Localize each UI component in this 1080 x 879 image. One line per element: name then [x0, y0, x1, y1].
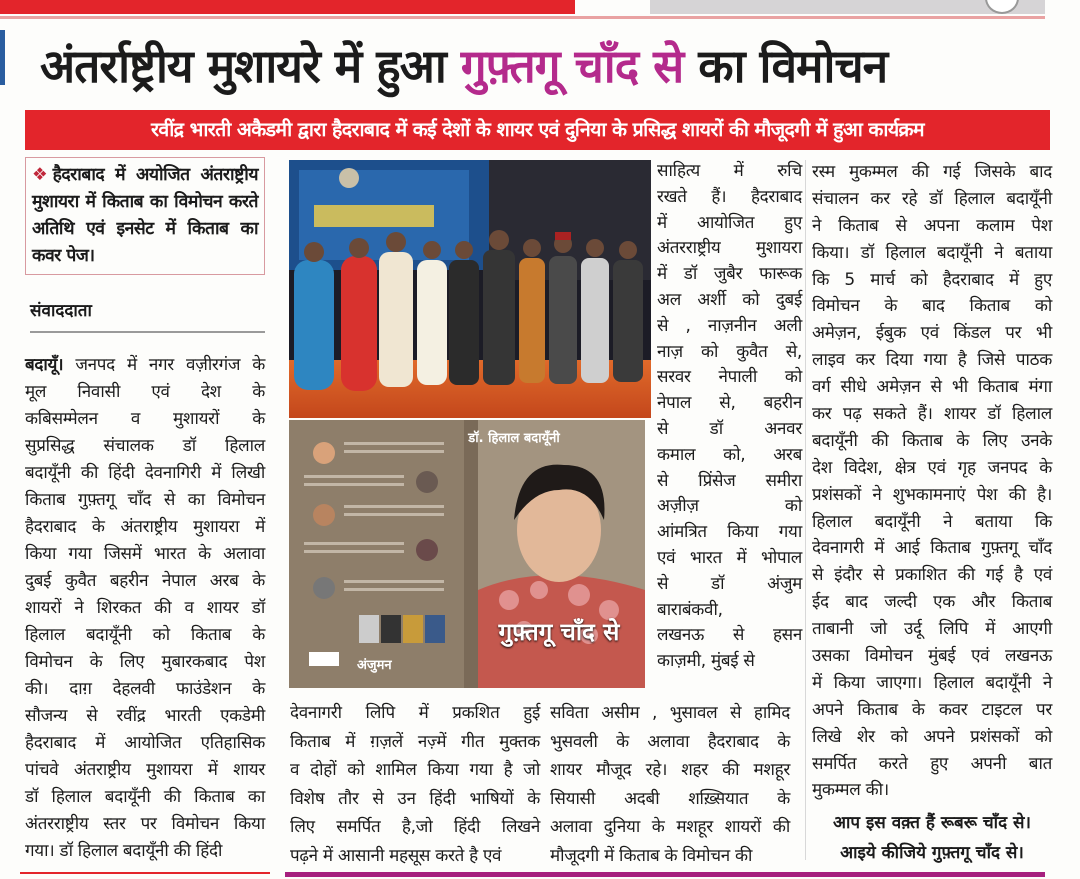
- article-line: सौजन्य से रवींद्र भारती एकडेमी: [25, 706, 265, 726]
- article-line: बदायूँ। जनपद में नगर वज़ीरगंज के: [25, 355, 265, 375]
- left-accent-bar: [0, 30, 5, 85]
- article-line: अज़ीज़ को: [657, 496, 802, 517]
- article-line: शायरों ने शिरकत की व शायर डॉ: [25, 598, 265, 618]
- subheadline: रवींद्र भारती अकैडमी द्वारा हैदराबाद में कई देशों के शायर एवं दुनिया के प्रसिद्ध शायरों की मौजूदगी में हुआ कार्यक्रम: [151, 118, 924, 141]
- article-line: अपने किताब के कवर टाइटल पर: [812, 699, 1052, 720]
- article-line: एवं भारत में भोपाल: [657, 547, 802, 568]
- article-line: हिलाल बदायूँनी को किताब के: [25, 625, 265, 645]
- article-line: ईद बाद जल्दी एक और किताब: [812, 592, 1052, 613]
- article-line: विमोचन के लिए मुबारकबाद पेश: [25, 652, 265, 672]
- article-line: पांचवे अंतराष्ट्रीय मुशायरा में शायर: [25, 760, 265, 780]
- article-line: हैदराबाद में आयोजित एतिहासिक: [25, 733, 265, 753]
- byline: संवाददाता: [30, 301, 92, 321]
- article-line: नेपाल से, बहरीन: [657, 393, 802, 414]
- article-column-5: [812, 159, 1052, 804]
- headline-part2: का विमोचन: [683, 39, 888, 93]
- subheadline-bar: [25, 110, 1050, 150]
- article-line: विशेष तौर से उन हिंदी भाषियों के: [290, 788, 540, 809]
- article-line: से , नाज़नीन अली: [657, 315, 802, 336]
- article-line: बदायूँनी की हिंदी देवनागिरी में लिखी: [25, 463, 265, 483]
- article-line: कमाल को, अरब: [657, 444, 802, 465]
- article-line: भुसवली के अलावा हैदराबाद के: [550, 731, 790, 752]
- headline: [40, 26, 1050, 106]
- article-line: ताबानी जो उर्दू लिपि में आएगी: [812, 619, 1052, 640]
- column-divider: [805, 160, 806, 860]
- article-line: प्रशंसकों ने शुभकामनाएं पेश की है।: [812, 484, 1052, 505]
- article-line: कि 5 मार्च को हैदराबाद में हुए: [812, 269, 1052, 290]
- article-line: ने किताब से अपना कलाम पेश: [812, 215, 1052, 236]
- article-line: हिलाल बदायूँनी ने बताया कि: [812, 511, 1052, 532]
- article-line: बाराबंकवी,: [657, 599, 723, 620]
- article-line: लखनऊ से हसन: [657, 625, 802, 646]
- article-column-2: [290, 699, 540, 870]
- article-column-3: [550, 699, 790, 870]
- closing-couplet: [812, 808, 1052, 868]
- article-line: कर पढ़ सकते हैं। शायर डॉ हिलाल: [812, 404, 1052, 425]
- article-line: अंतरराष्ट्रीय मुशायरा: [657, 238, 802, 259]
- article-line: सरवर नेपाली को: [657, 367, 802, 388]
- article-line: देवनागरी में आई किताब गुफ़्तगू चाँद: [812, 538, 1052, 559]
- photo-caption-box: [25, 157, 265, 275]
- book-title: गुफ़्तगू चाँद से: [498, 618, 620, 646]
- article-line: काज़मी, मुंबई से: [657, 651, 755, 672]
- article-line: व दोहों को शामिल किया गया है जो: [290, 760, 540, 780]
- couplet-line-2: आइये कीजिये गुफ़्तगू चाँद से।: [840, 843, 1024, 863]
- article-line: पढ़ने में आसानी महसूस करते है एवं: [290, 845, 502, 866]
- article-line: नाज़ को कुवैत से,: [657, 341, 802, 362]
- book-cover-inset: [289, 420, 645, 688]
- article-line: अल अर्शी को दुबई: [657, 289, 802, 310]
- article-line: किया गया जिसमें भारत के अलावा: [25, 544, 265, 564]
- article-line: लिए समर्पित है,जो हिंदी लिखने: [290, 817, 540, 837]
- bottom-rule: [285, 872, 1045, 877]
- article-line: देश विदेश, क्षेत्र एवं गृह जनपद के: [812, 457, 1052, 478]
- article-line: आंमत्रित किया गया: [657, 522, 802, 543]
- article-line: सविता असीम , भुसावल से हामिद: [550, 703, 790, 723]
- article-line: से इंदौर से प्रकाशित की गई है एवं: [812, 565, 1052, 586]
- article-line: हैदराबाद के अंतराष्ट्रीय मुशायरा में: [25, 517, 265, 537]
- article-line: लाइव कर दिया गया है जिसे पाठक: [812, 350, 1052, 371]
- article-column-4: [657, 159, 802, 675]
- article-line: विमोचन के बाद किताब को: [812, 296, 1052, 317]
- top-red-band: [0, 0, 575, 14]
- dateline: बदायूँ।: [25, 355, 64, 375]
- headline-part1: अंतर्राष्ट्रीय मुशायरे में हुआ: [40, 39, 461, 93]
- article-line: अमेज़न, ईबुक एवं किंडल पर भी: [812, 323, 1052, 344]
- bottom-rule-left: [20, 872, 270, 874]
- article-column-1: [25, 352, 265, 865]
- couplet-line-1: आप इस वक़्त हैं रूबरू चाँद से।: [833, 813, 1031, 833]
- article-line: मौजूदगी में किताब के विमोचन की: [550, 845, 753, 866]
- book-author: डॉ. हिलाल बदायूँनी: [468, 431, 560, 446]
- article-line: से डॉ अनवर: [657, 418, 802, 439]
- top-divider: [0, 16, 1045, 19]
- article-line: से डॉ अंजुम: [657, 573, 802, 594]
- photo-caption: हैदराबाद में अयोजित अंतराष्ट्रीय मुशायरा में किताब का विमोचन करते अतिथि एवं इनसेट में किताब का कवर पेज।: [32, 165, 258, 266]
- article-line: में डॉ जुबैर फारूक: [657, 264, 802, 285]
- article-line: की। दाग़ देहलवी फाउंडेशन के: [25, 679, 265, 699]
- article-line: देवनागरी लिपि में प्रकशित हुई: [290, 703, 540, 723]
- bullet-icon: ❖: [32, 165, 53, 185]
- article-line: शायर मौजूद रहे। शहर की मशहूर: [550, 760, 790, 780]
- article-line: वर्ग सीधे अमेज़न से भी किताब मंगा: [812, 377, 1052, 398]
- article-line: दुबई कुवैत बहरीन नेपाल अरब के: [25, 571, 265, 591]
- article-line: किताब में ग़ज़लें नज़्में गीत मुक्तक: [290, 731, 540, 752]
- article-line: उसका विमोचन मुंबई एवं लखनऊ: [812, 646, 1052, 667]
- article-line: मूल निवासी एवं देश के: [25, 382, 265, 402]
- article-line: किताब गुफ़्तगू चाँद से का विमोचन: [25, 490, 265, 510]
- article-line: रस्म मुकम्मल की गई जिसके बाद: [812, 162, 1052, 182]
- article-line: सियासी अदबी शख़्सियात के: [550, 788, 790, 809]
- article-line: सुप्रसिद्ध संचालक डॉ हिलाल: [25, 436, 265, 456]
- article-line: गया। डॉ हिलाल बदायूँनी की हिंदी: [25, 841, 223, 861]
- article-line: में आयोजित हुए: [657, 212, 802, 233]
- article-line: अलावा दुनिया के मशहूर शायरों की: [550, 817, 790, 837]
- book-publisher: अंजुमन: [357, 658, 392, 673]
- article-line: से प्रिंसेज समीरा: [657, 470, 802, 491]
- article-line: में किया जाएगा। हिलाल बदायूँनी ने: [812, 672, 1052, 693]
- article-line: अंतरराष्ट्रीय स्तर पर विमोचन किया: [25, 814, 265, 834]
- article-line: संचालन कर रहे डॉ हिलाल बदायूँनी: [812, 188, 1052, 209]
- article-line: किया। डॉ हिलाल बदायूँनी ने बताया: [812, 242, 1052, 263]
- article-line: समर्पित करते हुए अपनी बात: [812, 753, 1052, 774]
- article-line: लिखे शेर को अपने प्रशंसकों को: [812, 726, 1052, 747]
- event-photo: [289, 160, 651, 418]
- headline-highlight: गुफ़्तगू चाँद से: [460, 39, 684, 93]
- article-line: डॉ हिलाल बदायूँनी की किताब का: [25, 787, 265, 807]
- article-line: कबिसम्मेलन व मुशायरों के: [25, 409, 265, 429]
- article-line: रखते हैं। हैदराबाद: [657, 186, 802, 207]
- article-line: बदायूँनी की किताब के लिए उनके: [812, 430, 1052, 451]
- article-line: साहित्य में रुचि: [657, 161, 802, 181]
- article-line: मुकम्मल की।: [812, 780, 889, 801]
- byline-divider: [30, 331, 265, 333]
